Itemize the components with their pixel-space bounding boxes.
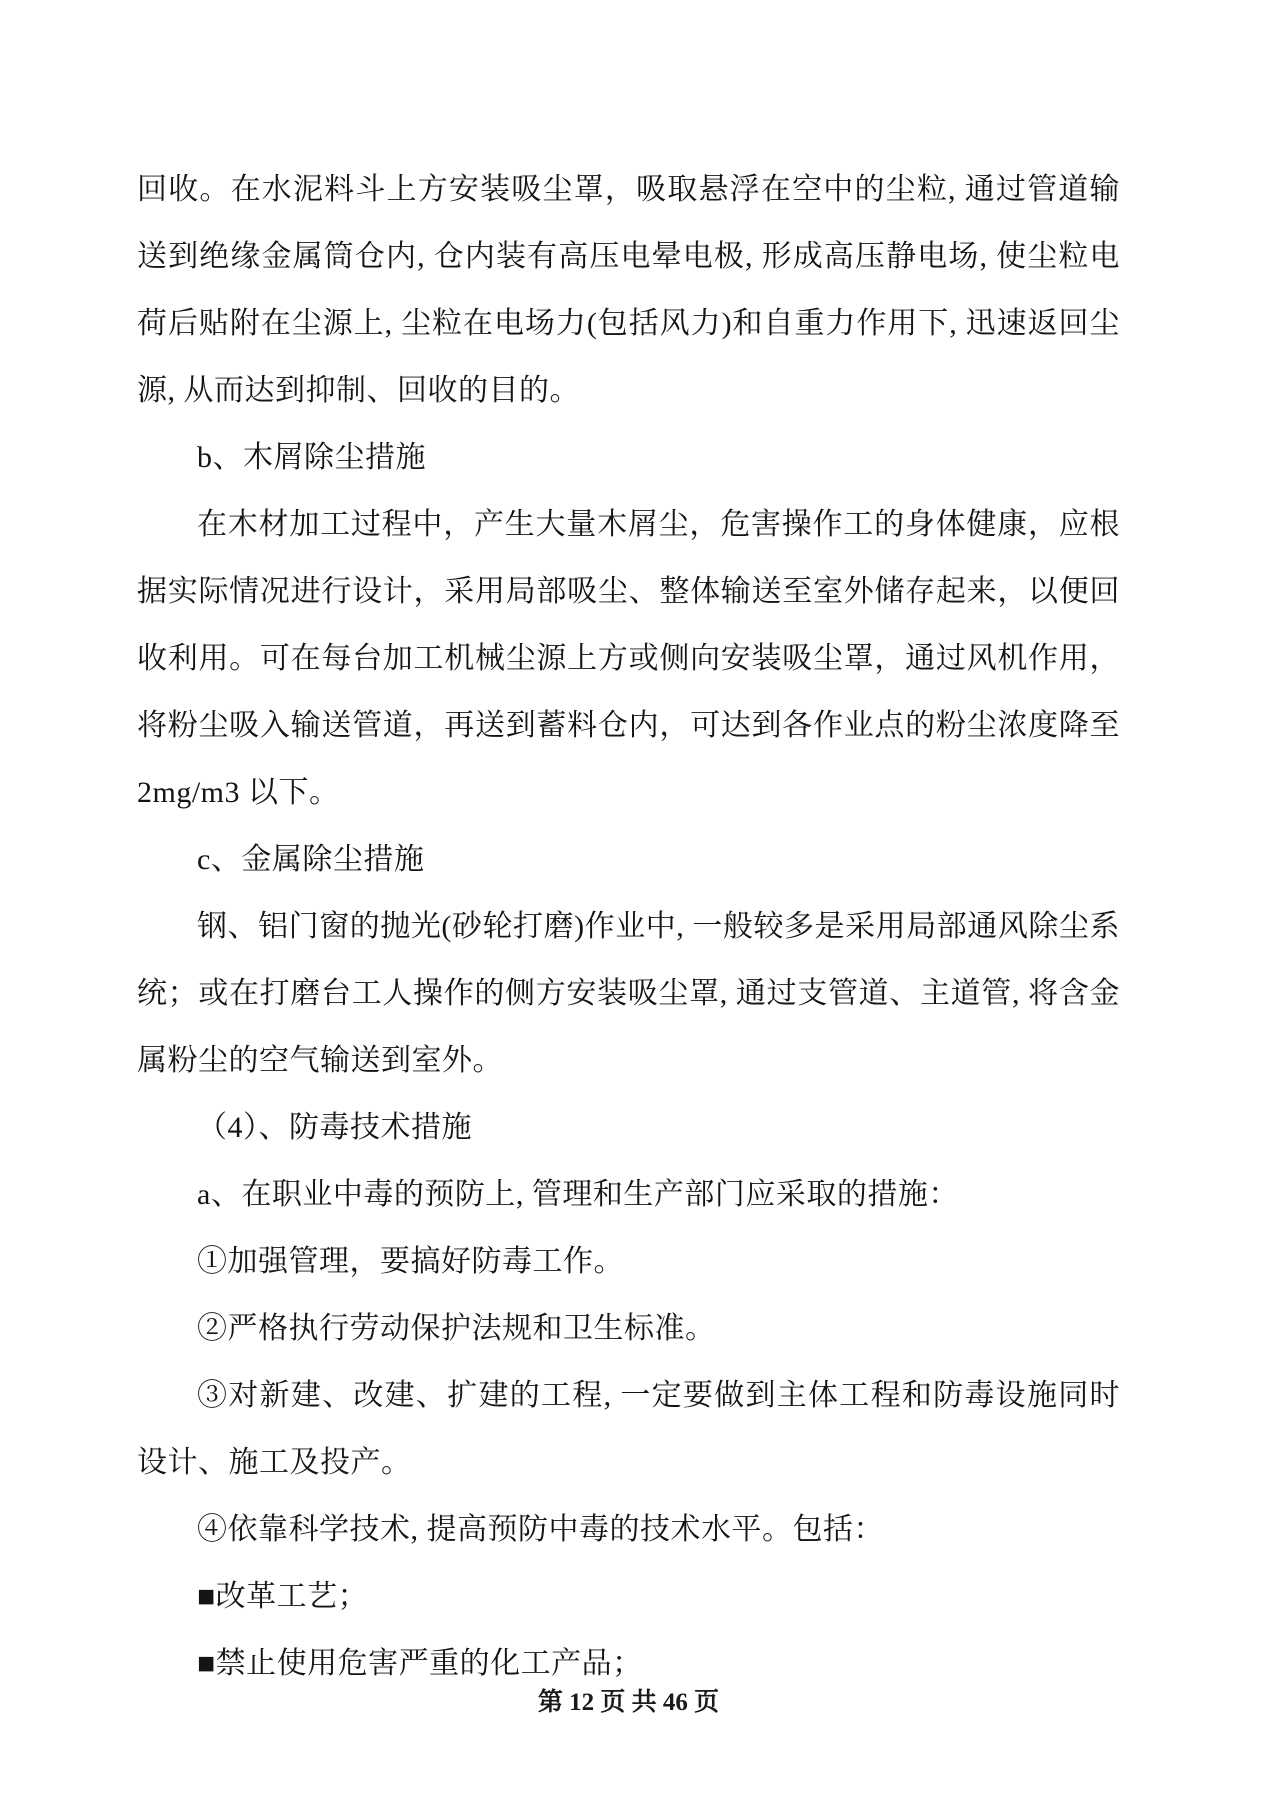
- page-footer: 第 12 页 共 46 页: [537, 1689, 720, 1716]
- item-3-simultaneous-design: ③对新建、改建、扩建的工程, 一定要做到主体工程和防毒设施同时设计、施工及投产。: [137, 1379, 1120, 1479]
- para-metal-dust: 钢、铝门窗的抛光(砂轮打磨)作业中, 一般较多是采用局部通风除尘系统；或在打磨台工人操作的侧方安装吸尘罩, 通过支管道、主道管, 将含金属粉尘的空气输送到室外。: [137, 910, 1120, 1077]
- heading-c-metal-dust: c、金属除尘措施: [197, 843, 425, 876]
- para-a-poisoning-prevention: a、在职业中毒的预防上, 管理和生产部门应采取的措施：: [197, 1178, 959, 1211]
- item-1-strengthen-management: ①加强管理，要搞好防毒工作。: [197, 1245, 624, 1278]
- para-dust-recovery-continuation: 回收。在水泥料斗上方安装吸尘罩，吸取悬浮在空中的尘粒, 通过管道输送到绝缘金属筒仓内, 仓内装有高压电晕电极, 形成高压静电场, 使尘粒电荷后贴附在尘源上, 尘粒在电场力(包括风力)和自重力作用下, 迅速返回尘源, 从而达到抑制、回收的目的。: [137, 173, 1120, 407]
- item-4-science-technology: ④依靠科学技术, 提高预防中毒的技术水平。包括：: [197, 1513, 884, 1546]
- para-wood-dust: 在木材加工过程中，产生大量木屑尘，危害操作工的身体健康，应根据实际情况进行设计，采用局部吸尘、整体输送至室外储存起来，以便回收利用。可在每台加工机械尘源上方或侧向安装吸尘罩，通过风机作用，将粉尘吸入输送管道，再送到蓄料仓内，可达到各作业点的粉尘浓度降至 2mg/m3 以下。: [137, 508, 1120, 809]
- item-2-labor-protection-rules: ②严格执行劳动保护法规和卫生标准。: [197, 1312, 716, 1345]
- document-body: [137, 156, 1120, 1697]
- bullet-ban-hazardous-chemicals: ■禁止使用危害严重的化工产品；: [197, 1647, 643, 1680]
- heading-b-wood-dust: b、木屑除尘措施: [197, 441, 426, 474]
- heading-4-antipoison-measures: （4）、防毒技术措施: [197, 1111, 472, 1144]
- bullet-reform-process: ■改革工艺；: [197, 1580, 369, 1613]
